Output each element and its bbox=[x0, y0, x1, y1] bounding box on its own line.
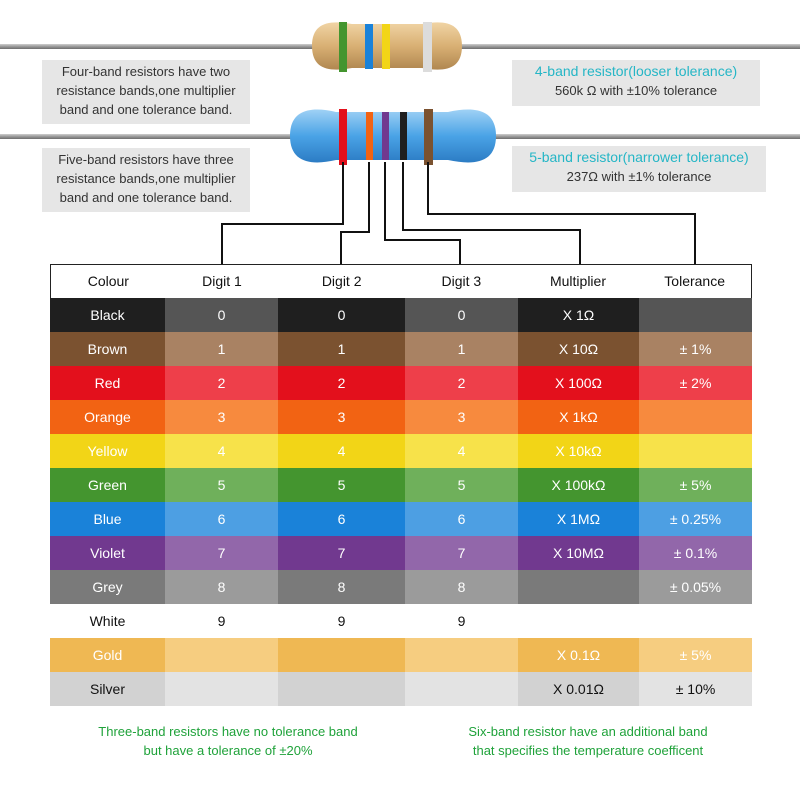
header-digit-1: Digit 1 bbox=[202, 273, 242, 289]
cell-tolerance: ± 5% bbox=[639, 638, 752, 672]
cell-colour: Silver bbox=[50, 672, 165, 706]
cell-digit-2 bbox=[278, 638, 405, 672]
five-band-example bbox=[512, 146, 766, 192]
five-band-description bbox=[42, 148, 250, 212]
cell-digit-1: 2 bbox=[165, 366, 278, 400]
table-row-red bbox=[50, 366, 752, 400]
cell-tolerance: ± 1% bbox=[639, 332, 752, 366]
footnote-line: but have a tolerance of ±20% bbox=[143, 743, 313, 758]
cell-digit-3: 0 bbox=[405, 298, 518, 332]
cell-digit-2: 7 bbox=[278, 536, 405, 570]
cell-digit-1: 1 bbox=[165, 332, 278, 366]
header-colour: Colour bbox=[87, 273, 129, 289]
cell-multiplier: X 0.1Ω bbox=[518, 638, 639, 672]
cell-tolerance: ± 0.25% bbox=[639, 502, 752, 536]
cell-digit-3: 3 bbox=[405, 400, 518, 434]
table-row-brown bbox=[50, 332, 752, 366]
cell-multiplier: X 100kΩ bbox=[518, 468, 639, 502]
footnote-line: Six-band resistor have an additional band bbox=[468, 724, 708, 739]
cell-colour: Grey bbox=[50, 570, 165, 604]
cell-multiplier: X 100Ω bbox=[518, 366, 639, 400]
header-digit-2: Digit 2 bbox=[321, 273, 362, 289]
cell-colour: Brown bbox=[50, 332, 165, 366]
cell-colour: Orange bbox=[50, 400, 165, 434]
cell-colour: Gold bbox=[50, 638, 165, 672]
cell-tolerance bbox=[639, 434, 752, 468]
table-body bbox=[50, 298, 752, 706]
table-row-violet bbox=[50, 536, 752, 570]
cell-multiplier: X 1MΩ bbox=[518, 502, 639, 536]
cell-digit-1: 6 bbox=[165, 502, 278, 536]
cell-digit-2: 1 bbox=[278, 332, 405, 366]
table-row-black bbox=[50, 298, 752, 332]
cell-digit-1 bbox=[165, 638, 278, 672]
cell-colour: White bbox=[50, 604, 165, 638]
description-line: Four-band resistors have two bbox=[61, 64, 231, 79]
table-header bbox=[50, 264, 752, 298]
cell-digit-2 bbox=[278, 672, 405, 706]
cell-digit-1: 8 bbox=[165, 570, 278, 604]
four-band-example bbox=[512, 60, 760, 106]
table-row-orange bbox=[50, 400, 752, 434]
cell-tolerance: ± 2% bbox=[639, 366, 752, 400]
resistor-illustration bbox=[0, 0, 800, 264]
cell-multiplier bbox=[518, 604, 639, 638]
cell-tolerance bbox=[639, 298, 752, 332]
cell-digit-3: 6 bbox=[405, 502, 518, 536]
example-value: 237Ω with ±1% tolerance bbox=[566, 169, 712, 184]
example-title: 4-band resistor(looser tolerance) bbox=[534, 63, 738, 79]
cell-digit-3: 4 bbox=[405, 434, 518, 468]
band-red bbox=[339, 109, 347, 165]
cell-digit-1: 5 bbox=[165, 468, 278, 502]
four-band-description bbox=[42, 60, 250, 124]
resistor-body bbox=[290, 110, 496, 163]
cell-colour: Green bbox=[50, 468, 165, 502]
cell-digit-2: 8 bbox=[278, 570, 405, 604]
cell-digit-2: 9 bbox=[278, 604, 405, 638]
cell-digit-3: 5 bbox=[405, 468, 518, 502]
cell-digit-3: 7 bbox=[405, 536, 518, 570]
cell-digit-3: 8 bbox=[405, 570, 518, 604]
band-violet bbox=[382, 112, 389, 160]
six-band-footnote bbox=[438, 722, 738, 760]
cell-multiplier: X 10kΩ bbox=[518, 434, 639, 468]
cell-tolerance bbox=[639, 604, 752, 638]
three-band-footnote bbox=[78, 722, 378, 760]
footnote-line: that specifies the temperature coefficent bbox=[472, 743, 704, 758]
header-multiplier: Multiplier bbox=[549, 273, 606, 289]
band-green bbox=[339, 22, 347, 72]
cell-digit-3 bbox=[405, 672, 518, 706]
example-value: 560k Ω with ±10% tolerance bbox=[554, 83, 718, 98]
band-yellow bbox=[382, 24, 390, 69]
cell-digit-3: 1 bbox=[405, 332, 518, 366]
table-row-yellow bbox=[50, 434, 752, 468]
cell-digit-1: 9 bbox=[165, 604, 278, 638]
table-row-gold bbox=[50, 638, 752, 672]
description-line: band and one tolerance band. bbox=[59, 102, 233, 117]
cell-multiplier: X 10Ω bbox=[518, 332, 639, 366]
cell-digit-2: 4 bbox=[278, 434, 405, 468]
table-row-grey bbox=[50, 570, 752, 604]
description-line: resistance bands,one multiplier bbox=[56, 171, 236, 186]
cell-colour: Violet bbox=[50, 536, 165, 570]
cell-tolerance bbox=[639, 400, 752, 434]
cell-digit-2: 3 bbox=[278, 400, 405, 434]
footnote-line: Three-band resistors have no tolerance band bbox=[98, 724, 358, 739]
band-orange bbox=[366, 112, 373, 160]
cell-colour: Yellow bbox=[50, 434, 165, 468]
cell-multiplier: X 1kΩ bbox=[518, 400, 639, 434]
cell-colour: Red bbox=[50, 366, 165, 400]
band-black bbox=[400, 112, 407, 160]
cell-digit-3: 2 bbox=[405, 366, 518, 400]
band-silver bbox=[423, 22, 432, 72]
cell-multiplier: X 1Ω bbox=[518, 298, 639, 332]
table-row-silver bbox=[50, 672, 752, 706]
cell-tolerance: ± 0.05% bbox=[639, 570, 752, 604]
band-brown bbox=[424, 109, 433, 165]
cell-tolerance: ± 10% bbox=[639, 672, 752, 706]
cell-multiplier: X 0.01Ω bbox=[518, 672, 639, 706]
cell-digit-3 bbox=[405, 638, 518, 672]
colour-code-table bbox=[50, 264, 752, 706]
cell-digit-2: 6 bbox=[278, 502, 405, 536]
cell-colour: Blue bbox=[50, 502, 165, 536]
cell-digit-3: 9 bbox=[405, 604, 518, 638]
table-row-green bbox=[50, 468, 752, 502]
cell-digit-1 bbox=[165, 672, 278, 706]
description-line: resistance bands,one multiplier bbox=[56, 83, 236, 98]
cell-digit-1: 7 bbox=[165, 536, 278, 570]
connector-line-digit2 bbox=[341, 162, 369, 264]
table-row-white bbox=[50, 604, 752, 638]
cell-multiplier bbox=[518, 570, 639, 604]
cell-digit-2: 2 bbox=[278, 366, 405, 400]
table-row-blue bbox=[50, 502, 752, 536]
cell-tolerance: ± 5% bbox=[639, 468, 752, 502]
cell-multiplier: X 10MΩ bbox=[518, 536, 639, 570]
band-blue bbox=[365, 24, 373, 69]
cell-digit-1: 3 bbox=[165, 400, 278, 434]
header-tolerance: Tolerance bbox=[664, 273, 725, 289]
description-line: band and one tolerance band. bbox=[59, 190, 233, 205]
cell-digit-2: 0 bbox=[278, 298, 405, 332]
description-line: Five-band resistors have three bbox=[58, 152, 234, 167]
cell-colour: Black bbox=[50, 298, 165, 332]
cell-digit-1: 0 bbox=[165, 298, 278, 332]
cell-digit-2: 5 bbox=[278, 468, 405, 502]
cell-tolerance: ± 0.1% bbox=[639, 536, 752, 570]
cell-digit-1: 4 bbox=[165, 434, 278, 468]
header-digit-3: Digit 3 bbox=[441, 273, 482, 289]
example-title: 5-band resistor(narrower tolerance) bbox=[529, 149, 749, 165]
